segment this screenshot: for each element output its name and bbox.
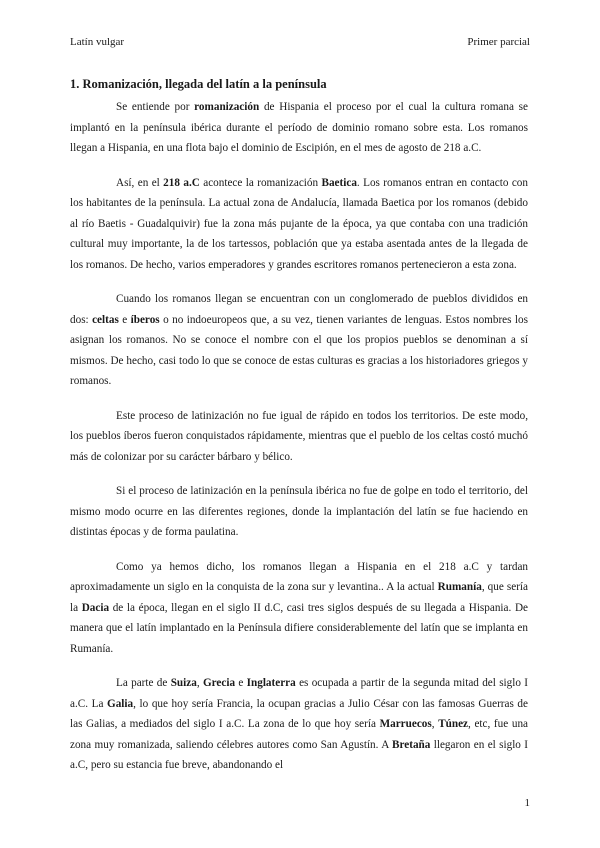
text-run: Se entiende por xyxy=(116,101,195,113)
text-run: , lo que hoy sería Francia, la ocupan gracias a Julio César con las famosas Guerras de las Galias, a mediados del siglo I a.C. La zona de lo que hoy sería xyxy=(70,697,528,730)
bold-term: celtas xyxy=(92,313,119,326)
text-run: , xyxy=(431,718,439,730)
bold-term: Túnez xyxy=(438,718,469,730)
body-paragraph xyxy=(70,406,528,468)
text-run: llegaron en el siglo I a.C, pero su estancia fue breve, abandonando el xyxy=(70,738,528,771)
text-run: . Los romanos entran en contacto con los habitantes de la península. La actual zona de Andalucía, llamada Baetica por los romanos (debido al río Baetis - Guadalquivir) fue la zona más pujante de la época, ya que contaba con una tradición cultural muy importante, la de los tartessos, población que ya estaba asentada antes de la llegada de los romanos. De hecho, varios emperadores y grandes escritores romanos pertenecieron a esta zona. xyxy=(70,176,528,271)
text-run: , etc, fue una zona muy romanizada, saliendo célebres autores como San Agustín. A xyxy=(70,718,529,751)
text-run: Si el proceso de latinización en la península ibérica no fue de golpe en todo el territorio, del mismo modo ocurre en las diferentes regiones, donde la implantación del latín se fue haciendo en distintas épocas y de forma paulatina. xyxy=(70,485,528,538)
bold-term: Baetica xyxy=(321,176,357,189)
text-run: es ocupada a partir de la segunda mitad del siglo I a.C. La xyxy=(70,677,528,710)
section-title: 1. Romanización, llegada del latín a la península xyxy=(70,77,327,91)
bold-term: Bretaña xyxy=(392,738,431,751)
text-run: e xyxy=(118,313,131,326)
bold-term: romanización xyxy=(194,101,260,113)
text-run: o no indoeuropeos que, a su vez, tienen variantes de lenguas. Estos nombres los asignan los romanos. No se conoce el nombre con el que los propios pueblos se denominan a sí mismos. De hecho, casi todo lo que se conoce de estas culturas es gracias a los historiadores griegos y romanos. xyxy=(70,313,528,387)
header-subject: Latín vulgar xyxy=(70,36,125,48)
text-run: de Hispania el proceso por el cual la cultura romana se implantó en la península ibérica durante el período de dominio romano sobre esta. Los romanos llegan a Hispania, en una flota bajo el dominio de Escipión, en el mes de agosto de 218 a.C. xyxy=(70,101,529,154)
text-run: , que sería la xyxy=(70,581,528,614)
bold-term: Rumanía xyxy=(437,581,482,593)
text-run: , xyxy=(196,677,203,689)
document-body xyxy=(70,76,528,790)
bold-term: íberos xyxy=(130,313,160,326)
text-run: La parte de xyxy=(116,677,171,689)
body-paragraph xyxy=(70,97,528,159)
body-paragraph xyxy=(70,289,528,392)
body-paragraph xyxy=(70,673,528,776)
text-run: Este proceso de latinización no fue igual de rápido en todos los territorios. De este modo, los pueblos íberos fueron conquistados rápidamente, mientras que el pueblo de los celtas costó muchó más de colonizar por su carácter bárbaro y bélico. xyxy=(70,409,528,463)
page-number: 1 xyxy=(524,797,530,809)
header-exam: Primer parcial xyxy=(467,36,530,48)
text-run: e xyxy=(235,677,247,689)
bold-term: Marruecos xyxy=(379,718,432,730)
text-run: Así, en el xyxy=(116,176,164,189)
body-paragraph xyxy=(70,557,528,660)
bold-term: Dacia xyxy=(81,601,110,614)
bold-term: Galia xyxy=(107,697,134,710)
text-run: Cuando los romanos llegan se encuentran con un conglomerado de pueblos divididos en dos: xyxy=(70,293,528,326)
bold-term: Inglaterra xyxy=(246,677,296,689)
text-run: de la época, llegan en el siglo II d.C, casi tres siglos después de su llegada a Hispania. De manera que el latín implantado en la Península difiere considerablemente del latín que se implanta en Rumanía. xyxy=(70,601,528,655)
bold-term: 218 a.C xyxy=(163,176,200,189)
body-paragraph xyxy=(70,481,528,543)
paragraphs-container xyxy=(70,97,528,776)
body-paragraph xyxy=(70,173,528,276)
text-run: acontece la romanización xyxy=(199,176,322,189)
text-run: Como ya hemos dicho, los romanos llegan a Hispania en el 218 a.C y tardan aproximadamente un siglo en la conquista de la zona sur y levantina.. A la actual xyxy=(70,560,528,593)
bold-term: Grecia xyxy=(202,677,236,689)
bold-term: Suiza xyxy=(170,677,197,689)
